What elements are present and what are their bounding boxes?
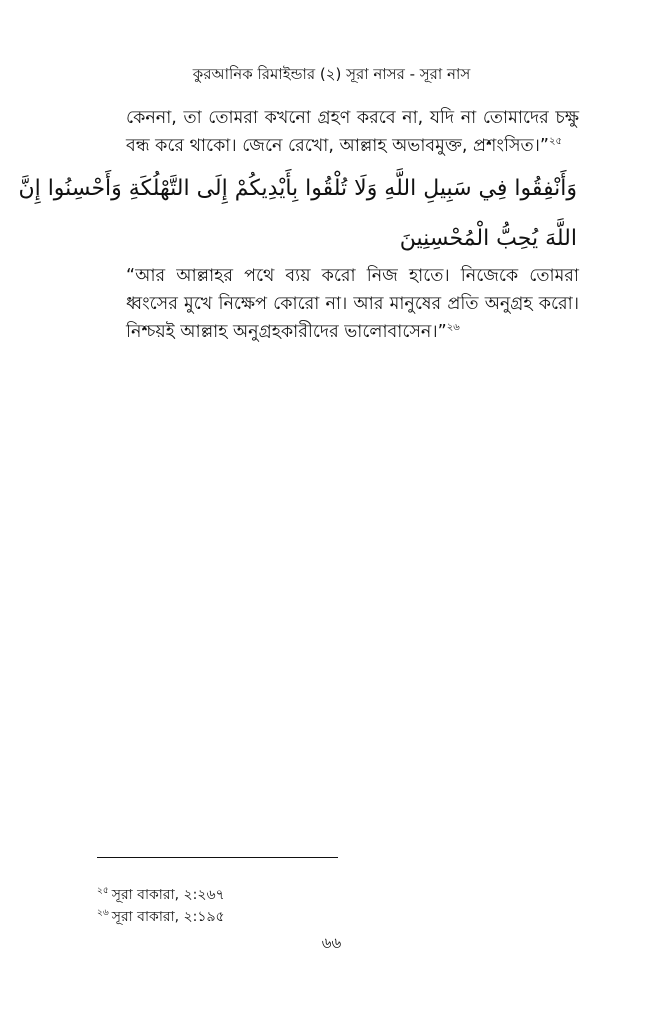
footnote-text: সূরা বাকারা, ২:১৯৫ <box>111 909 225 925</box>
running-header: কুরআনিক রিমাইন্ডার (২) সূরা নাসর - সূরা নাস <box>192 65 471 83</box>
footnote-ref-26: ২৬ <box>446 322 460 334</box>
paragraph-1 <box>126 104 579 160</box>
footnote-26 <box>97 906 225 928</box>
page-number: ৬৬ <box>321 934 342 952</box>
footnote-25 <box>97 884 225 906</box>
footnote-ref-25: ২৫ <box>548 136 562 148</box>
paragraph-2 <box>126 262 579 346</box>
arabic-verse-line-1: وَأَنْفِقُوا فِي سَبِيلِ اللَّهِ وَلَا تُلْقُوا بِأَيْدِيكُمْ إِلَى التَّهْلُكَةِ وَأَحْسِنُوا إِنَّ <box>18 176 577 201</box>
footnote-number: ২৬ <box>97 908 109 919</box>
paragraph-2-text: “আর আল্লাহর পথে ব্যয় করো নিজ হাতে। নিজেকে তোমরা ধ্বংসের মুখে নিক্ষেপ কোরো না। আর মানুষের প্রতি অনুগ্রহ করো। নিশ্চয়ই আল্লাহ অনুগ্রহকারীদের ভালোবাসেন।” <box>126 266 579 342</box>
arabic-verse-line-2: اللَّهَ يُحِبُّ الْمُحْسِنِينَ <box>399 226 577 251</box>
paragraph-1-text: কেননা, তা তোমরা কখনো গ্রহণ করবে না, যদি না তোমাদের চক্ষু বন্ধ করে থাকো। জেনে রেখো, আল্লাহ অভাবমুক্ত, প্রশংসিত।” <box>126 108 579 156</box>
footnotes <box>97 884 225 928</box>
footnote-number: ২৫ <box>97 886 109 897</box>
footnote-text: সূরা বাকারা, ২:২৬৭ <box>111 887 225 903</box>
footnote-separator <box>97 857 338 858</box>
